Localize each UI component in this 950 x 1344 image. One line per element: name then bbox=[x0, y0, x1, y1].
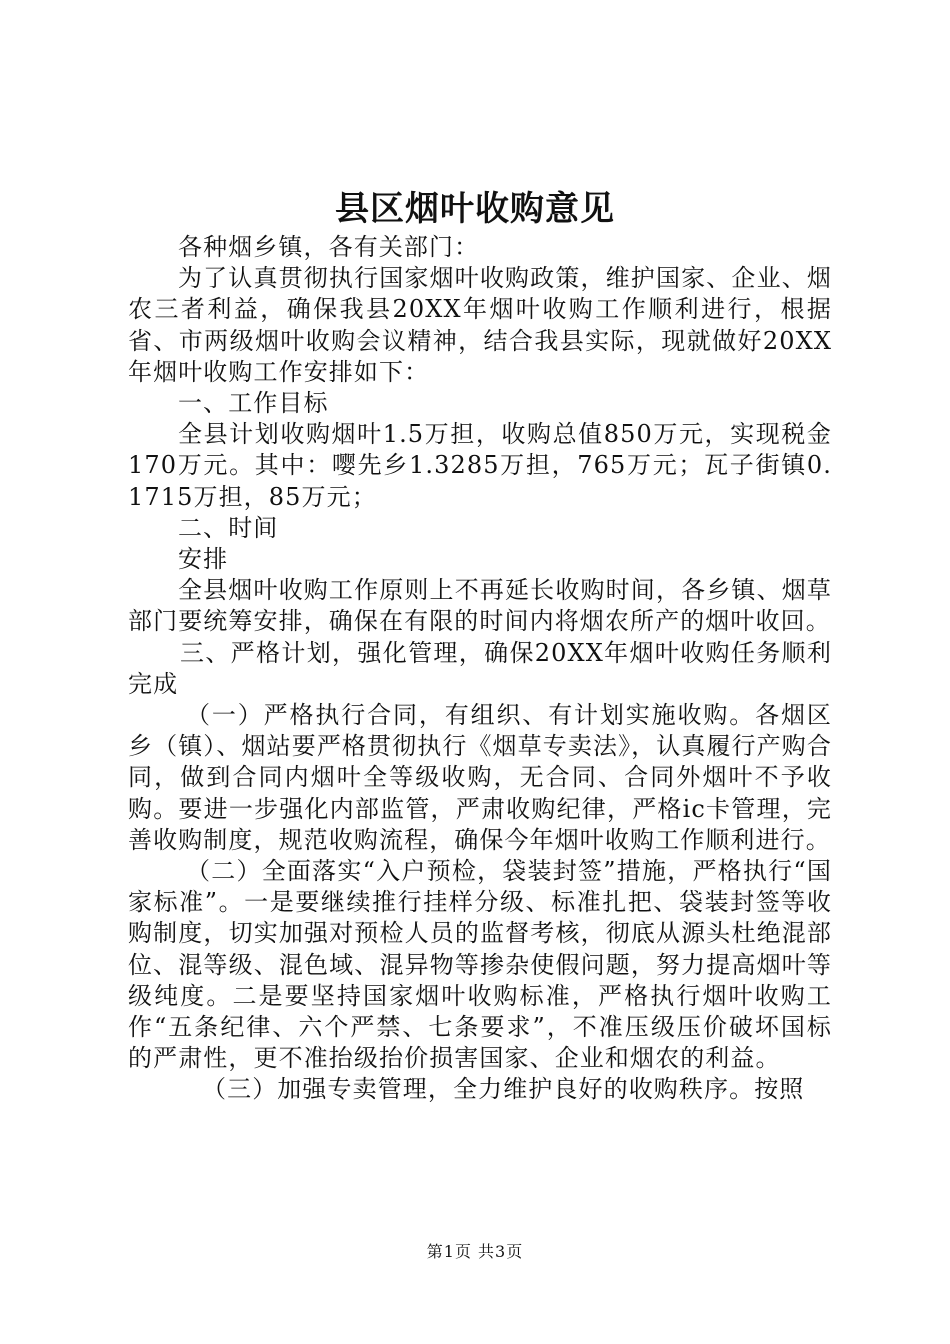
heading-section-three: 三、严格计划，强化管理，确保20XX年烟叶收购任务顺利完成 bbox=[128, 638, 832, 698]
document-body bbox=[128, 232, 832, 1106]
paragraph-salutation: 各种烟乡镇，各有关部门： bbox=[178, 233, 480, 261]
document-title: 县区烟叶收购意见 bbox=[335, 189, 615, 229]
heading-work-goal: 一、工作目标 bbox=[178, 389, 329, 418]
paragraph-item-three: （三）加强专卖管理，全力维护良好的收购秩序。按照 bbox=[202, 1075, 805, 1104]
paragraph-work-goal: 全县计划收购烟叶1.5万担，收购总值850万元，实现税金170万元。其中：嘤先乡1.3285万担，765万元；瓦子街镇0.1715万担，85万元； bbox=[128, 420, 832, 511]
paragraph-time-arrangement: 全县烟叶收购工作原则上不再延长收购时间，各乡镇、烟草部门要统筹安排，确保在有限的时间内将烟农所产的烟叶收回。 bbox=[128, 576, 832, 636]
paragraph-intro: 为了认真贯彻执行国家烟叶收购政策，维护国家、企业、烟农三者利益，确保我县20XX年烟叶收购工作顺利进行，根据省、市两级烟叶收购会议精神，结合我县实际，现就做好20XX年烟叶收购工作安排如下： bbox=[128, 264, 832, 386]
heading-time: 二、时间 bbox=[178, 513, 279, 542]
heading-arrangement: 安排 bbox=[178, 545, 229, 574]
paragraph-item-two: （二）全面落实“入户预检，袋装封签”措施，严格执行“国家标准”。一是要继续推行挂样分级、标准扎把、袋装封签等收购制度，切实加强对预检人员的监督考核，彻底从源头杜绝混部位、混等级、混色域、混异物等掺杂使假问题，努力提高烟叶等级纯度。二是要坚持国家烟叶收购标准，严格执行烟叶收购工作“五条纪律、六个严禁、七条要求”，不准压级压价破坏国标的严肃性，更不准抬级抬价损害国家、企业和烟农的利益。 bbox=[128, 857, 832, 1073]
paragraph-item-one: （一）严格执行合同，有组织、有计划实施收购。各烟区乡（镇）、烟站要严格贯彻执行《烟草专卖法》，认真履行产购合同，做到合同内烟叶全等级收购，无合同、合同外烟叶不予收购。要进一步强化内部监管，严肃收购纪律，严格ic卡管理，完善收购制度，规范收购流程，确保今年烟叶收购工作顺利进行。 bbox=[128, 701, 832, 854]
page-footer: 第1页 共3页 bbox=[426, 1242, 524, 1261]
